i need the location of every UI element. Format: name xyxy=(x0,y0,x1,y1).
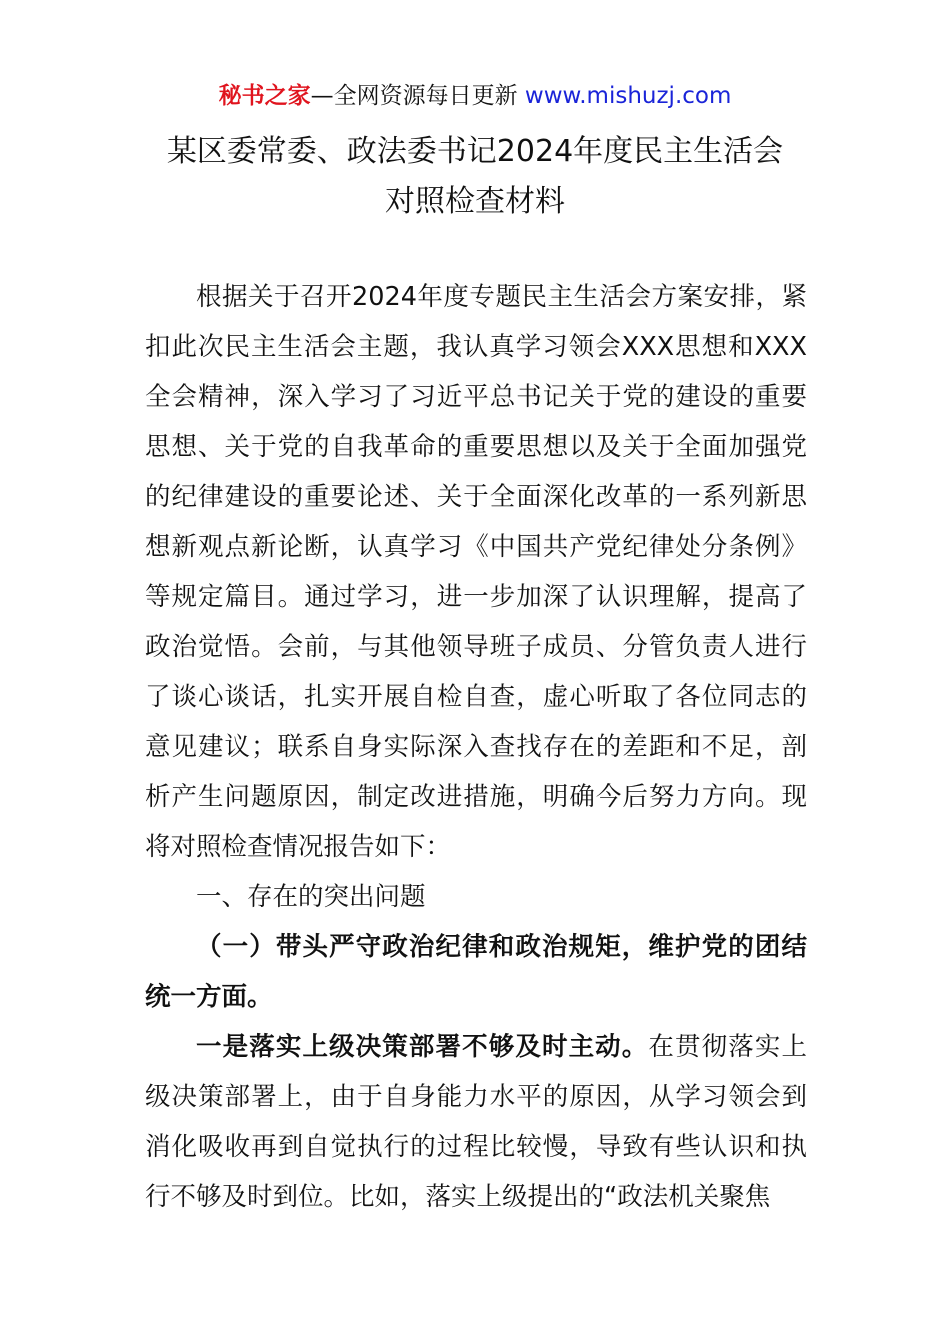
intro-paragraph: 根据关于召开2024年度专题民主生活会方案安排，紧扣此次民主生活会主题，我认真学习领会XXX思想和XXX全会精神，深入学习了习近平总书记关于党的建设的重要思想、关于党的自我革命的重要思想以及关于全面加强党的纪律建设的重要论述、关于全面深化改革的一系列新思想新观点新论断，认真学习《中国共产党纪律处分条例》等规定篇目。通过学习，进一步加深了认识理解，提高了政治觉悟。会前，与其他领导班子成员、分管负责人进行了谈心谈话，扎实开展自检自查，虚心听取了各位同志的意见建议；联系自身实际深入查找存在的差距和不足，剖析产生问题原因，制定改进措施，明确今后努力方向。现将对照检查情况报告如下： xyxy=(145,282,807,862)
point-lead: 一是落实上级决策部署不够及时主动。 xyxy=(196,1032,649,1062)
point-text: 在贯彻落实上级决策部署上，由于自身能力水平的原因，从学习领会到消化吸收再到自觉执行的过程比较慢，导致有些认识和执行不够及时到位。比如，落实上级提出的“政法机关聚焦 xyxy=(145,1032,807,1212)
document-body xyxy=(145,272,807,1222)
subsection-heading: （一）带头严守政治纪律和政治规矩，维护党的团结统一方面。 xyxy=(145,932,807,1012)
document-title xyxy=(0,127,950,227)
banner-tagline: 全网资源每日更新 xyxy=(333,83,518,109)
site-url-link[interactable]: www.mishuzj.com xyxy=(524,83,732,109)
section-heading: 一、存在的突出问题 xyxy=(196,882,426,912)
title-line-2: 对照检查材料 xyxy=(385,184,565,219)
brand-name: 秘书之家 xyxy=(218,83,311,109)
site-banner xyxy=(0,80,950,112)
title-line-1: 某区委常委、政法委书记2024年度民主生活会 xyxy=(166,134,784,169)
point-paragraph xyxy=(145,1022,807,1222)
banner-dash: — xyxy=(310,83,334,109)
